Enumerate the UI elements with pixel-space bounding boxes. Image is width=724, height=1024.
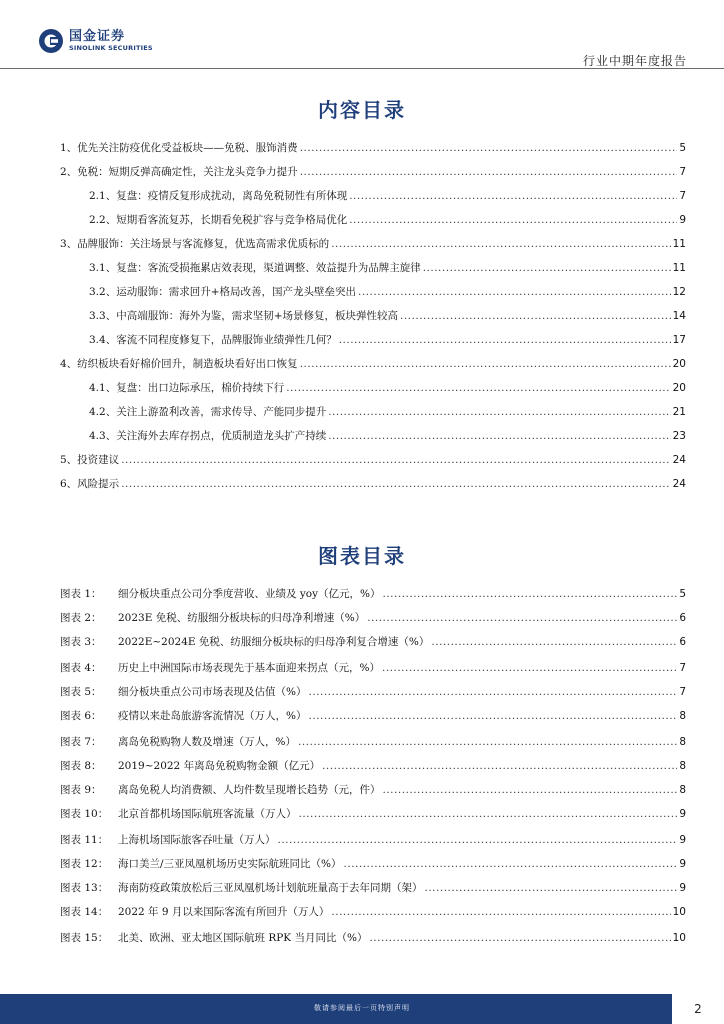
toc-leader-dots (339, 334, 671, 346)
toc-subitem[interactable] (89, 212, 686, 228)
figure-caption: 细分板块重点公司分季度营收、业绩及 yoy（亿元，%） (118, 588, 381, 600)
toc-leader-dots (349, 190, 677, 202)
toc-item-label: 6、风险提示 (60, 478, 120, 490)
figure-number: 图表 4： (60, 662, 102, 674)
figure-caption: 2022E~2024E 免税、纺服细分板块标的归母净利复合增速（%） (118, 636, 430, 648)
toc-item-page: 7 (679, 190, 686, 202)
figure-item[interactable] (60, 708, 686, 724)
figure-number: 图表 7： (60, 736, 102, 748)
figure-item[interactable] (60, 782, 686, 798)
toc-item[interactable] (60, 452, 686, 468)
toc-leader-dots (344, 858, 678, 870)
figure-item[interactable] (60, 684, 686, 700)
figure-item[interactable] (60, 806, 686, 822)
figure-number: 图表 6： (60, 710, 102, 722)
figure-page: 6 (679, 612, 686, 624)
toc-subitem[interactable] (89, 308, 686, 324)
figure-caption: 历史上中洲国际市场表现先于基本面迎来拐点（元，%） (118, 662, 380, 674)
toc-item[interactable] (60, 476, 686, 492)
figure-caption: 细分板块重点公司市场表现及估值（%） (118, 686, 307, 698)
toc-leader-dots (358, 286, 671, 298)
toc-leader-dots (431, 636, 677, 648)
figure-page: 10 (672, 932, 686, 944)
figure-page: 5 (679, 588, 686, 600)
toc-leader-dots (300, 166, 678, 178)
figure-number: 图表 12： (60, 858, 109, 870)
toc-item-label: 3、品牌服饰：关注场景与客流修复，优选高需求优质标的 (60, 238, 330, 250)
toc-leader-dots (383, 784, 678, 796)
toc-item[interactable] (60, 356, 686, 372)
toc-leader-dots (308, 710, 677, 722)
figure-caption: 2023E 免税、纺服细分板块标的归母净利增速（%） (118, 612, 366, 624)
toc-item-label: 1、优先关注防疫优化受益板块——免税、服饰消费 (60, 142, 298, 154)
figure-page: 9 (679, 834, 686, 846)
toc-leader-dots (322, 760, 677, 772)
toc-leader-dots (121, 478, 670, 490)
toc-subitem[interactable] (89, 188, 686, 204)
toc-subitem[interactable] (89, 332, 686, 348)
toc-leader-dots (298, 736, 677, 748)
toc-leader-dots (328, 406, 670, 418)
toc-subitem[interactable] (89, 284, 686, 300)
toc-item-label: 4、纺织板块看好棉价回升，制造板块看好出口恢复 (60, 358, 298, 370)
figure-item[interactable] (60, 610, 686, 626)
report-type-label: 行业中期年度报告 (582, 54, 687, 68)
figure-item[interactable] (60, 634, 686, 650)
toc-leader-dots (278, 834, 678, 846)
toc-item-page: 21 (672, 406, 686, 418)
figure-page: 9 (679, 882, 686, 894)
figure-item[interactable] (60, 856, 686, 872)
figure-number: 图表 10： (60, 808, 109, 820)
figure-item[interactable] (60, 832, 686, 848)
figure-number: 图表 1： (60, 588, 102, 600)
figure-item[interactable] (60, 880, 686, 896)
toc-item[interactable] (60, 236, 686, 252)
figure-number: 图表 8： (60, 760, 102, 772)
toc-subitem[interactable] (89, 380, 686, 396)
figure-number: 图表 11： (60, 834, 109, 846)
figure-number: 图表 2： (60, 612, 102, 624)
toc-leader-dots (367, 612, 677, 624)
toc-item-label: 3.2、运动服饰：需求回升+格局改善，国产龙头壁垒突出 (89, 286, 356, 298)
toc-item[interactable] (60, 164, 686, 180)
toc-item-page: 11 (672, 262, 686, 274)
figure-number: 图表 13： (60, 882, 109, 894)
page-number: 2 (672, 994, 724, 1024)
toc-item-label: 2.2、短期看客流复苏，长期看免税扩容与竞争格局优化 (89, 214, 348, 226)
figure-number: 图表 15： (60, 932, 109, 944)
toc-leader-dots (286, 382, 670, 394)
toc-item-page: 11 (672, 238, 686, 250)
toc-title: 内容目录 (318, 98, 406, 122)
toc-item-label: 3.1、复盘：客流受损拖累店效表现，渠道调整、效益提升为品牌主旋律 (89, 262, 421, 274)
figure-caption: 海南防疫政策放松后三亚凤凰机场计划航班量高于去年同期（架） (118, 882, 423, 894)
toc-item-page: 24 (672, 478, 686, 490)
toc-leader-dots (382, 662, 677, 674)
toc-leader-dots (300, 358, 671, 370)
figure-item[interactable] (60, 660, 686, 676)
page-header (0, 0, 724, 70)
figure-item[interactable] (60, 930, 686, 946)
toc-leader-dots (331, 906, 670, 918)
figure-caption: 疫情以来赴岛旅游客流情况（万人，%） (118, 710, 307, 722)
figure-page: 8 (679, 710, 686, 722)
figure-caption: 离岛免税人均消费额、人均件数呈现增长趋势（元，件） (118, 784, 381, 796)
toc-item-page: 20 (672, 358, 686, 370)
figure-caption: 北美、欧洲、亚太地区国际航班 RPK 当月同比（%） (118, 932, 368, 944)
toc-item-label: 2.1、复盘：疫情反复形成扰动，离岛免税韧性有所体现 (89, 190, 348, 202)
toc-leader-dots (300, 142, 678, 154)
figure-page: 9 (679, 858, 686, 870)
figure-caption: 2022 年 9 月以来国际客流有所回升（万人） (118, 906, 330, 918)
figure-item[interactable] (60, 734, 686, 750)
toc-item-page: 20 (672, 382, 686, 394)
toc-leader-dots (121, 454, 670, 466)
toc-leader-dots (400, 310, 671, 322)
logo-english-name: SINOLINK SECURITIES (69, 44, 153, 53)
toc-leader-dots (308, 686, 677, 698)
figure-page: 8 (679, 760, 686, 772)
toc-item-page: 23 (672, 430, 686, 442)
toc-item-label: 5、投资建议 (60, 454, 120, 466)
footer-disclaimer-note: 敬请参阅最后一页特别声明 (314, 1004, 410, 1012)
sinolink-logo-icon (38, 28, 64, 54)
figure-caption: 北京首都机场国际航班客流量（万人） (118, 808, 297, 820)
figure-page: 8 (679, 784, 686, 796)
toc-subitem[interactable] (89, 260, 686, 276)
toc-leader-dots (328, 430, 670, 442)
figure-caption: 离岛免税购物人数及增速（万人，%） (118, 736, 296, 748)
toc-item-page: 7 (679, 166, 686, 178)
figure-page: 8 (679, 736, 686, 748)
figure-page: 6 (679, 636, 686, 648)
figure-page: 7 (679, 662, 686, 674)
toc-item-page: 14 (672, 310, 686, 322)
toc-leader-dots (383, 588, 678, 600)
toc-subitem[interactable] (89, 428, 686, 444)
figure-item[interactable] (60, 904, 686, 920)
figure-item[interactable] (60, 758, 686, 774)
toc-leader-dots (331, 238, 670, 250)
figure-page: 9 (679, 808, 686, 820)
figures-title: 图表目录 (318, 544, 406, 568)
toc-item-label: 2、免税：短期反弹高确定性，关注龙头竞争力提升 (60, 166, 298, 178)
toc-item-page: 12 (672, 286, 686, 298)
figure-caption: 2019~2022 年离岛免税购物金额（亿元） (118, 760, 321, 772)
figure-caption: 海口美兰/三亚凤凰机场历史实际航班同比（%） (118, 858, 342, 870)
toc-item-page: 17 (672, 334, 686, 346)
toc-item-page: 24 (672, 454, 686, 466)
figure-number: 图表 14： (60, 906, 109, 918)
toc-subitem[interactable] (89, 404, 686, 420)
figure-number: 图表 3： (60, 636, 102, 648)
figure-number: 图表 9： (60, 784, 102, 796)
toc-item-label: 4.3、关注海外去库存拐点，优质制造龙头扩产持续 (89, 430, 327, 442)
logo-chinese-name: 国金证券 (69, 29, 126, 45)
toc-leader-dots (349, 214, 677, 226)
figure-item[interactable] (60, 586, 686, 602)
figure-page: 10 (672, 906, 686, 918)
toc-item-page: 5 (679, 142, 686, 154)
figure-page: 7 (679, 686, 686, 698)
toc-leader-dots (423, 262, 671, 274)
toc-leader-dots (425, 882, 678, 894)
toc-item-label: 3.3、中高端服饰：海外为鉴，需求坚韧+场景修复，板块弹性较高 (89, 310, 398, 322)
figure-caption: 上海机场国际旅客吞吐量（万人） (118, 834, 276, 846)
toc-item[interactable] (60, 140, 686, 156)
toc-item-label: 4.2、关注上游盈利改善，需求传导、产能同步提升 (89, 406, 327, 418)
toc-item-label: 4.1、复盘：出口边际承压，棉价持续下行 (89, 382, 285, 394)
header-divider (0, 68, 724, 69)
company-logo (38, 28, 153, 54)
toc-leader-dots (299, 808, 678, 820)
toc-leader-dots (369, 932, 670, 944)
figure-number: 图表 5： (60, 686, 102, 698)
toc-item-page: 9 (679, 214, 686, 226)
toc-item-label: 3.4、客流不同程度修复下，品牌服饰业绩弹性几何？ (89, 334, 337, 346)
